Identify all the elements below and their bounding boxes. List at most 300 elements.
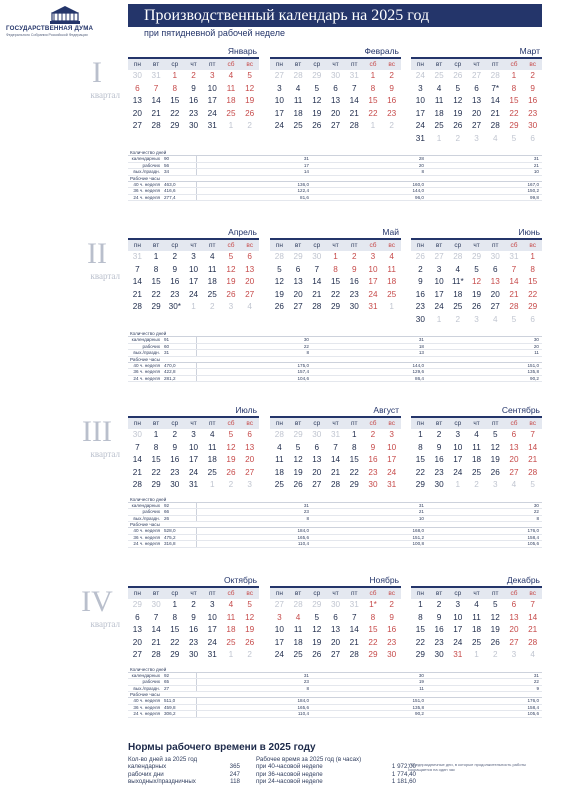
weekday-label: пн (275, 61, 283, 68)
stats-quarter-value: 34 (162, 169, 197, 175)
month-name: Январь (128, 46, 259, 59)
day-cell: 30 (434, 480, 444, 489)
day-cell: 26 (490, 637, 500, 647)
day-cell: 5 (492, 430, 498, 439)
day-cell: 30 (188, 650, 199, 659)
week-row (411, 289, 542, 302)
day-cell: 17 (188, 277, 199, 286)
day-cell: 3 (209, 71, 215, 80)
week-row (411, 133, 542, 146)
day-cell: 29 (170, 650, 180, 659)
weekday-label: вт (435, 242, 443, 249)
day-cell: 12 (226, 442, 236, 452)
stats-month-value: 22 (533, 509, 539, 514)
month-name: Декабрь (411, 575, 542, 588)
stats-month-value: 30 (303, 337, 309, 342)
week-row (128, 649, 259, 662)
week-row (270, 599, 401, 612)
stats-quarter-value: 422,8 (162, 369, 197, 375)
weekday-label: сб (227, 242, 235, 249)
day-cell: 18 (226, 625, 236, 634)
weekday-label: пт (491, 590, 499, 597)
day-cell: 22 (528, 289, 538, 299)
day-cell: 6 (530, 133, 535, 143)
day-cell: 31 (453, 650, 463, 659)
day-cell: 27 (274, 600, 284, 609)
day-cell: 9 (530, 83, 535, 93)
weekday-header (270, 418, 401, 429)
week-row (270, 95, 401, 108)
stats-month-value: 31 (418, 502, 424, 508)
stats-quarter-value: 31 (162, 350, 197, 356)
day-cell: 6 (530, 314, 535, 324)
month-block (128, 405, 259, 492)
day-cell: 4 (277, 442, 282, 452)
day-cell: 27 (132, 121, 142, 130)
day-cell: 18 (293, 637, 303, 647)
day-cell: 7 (314, 264, 320, 274)
week-row (411, 95, 542, 108)
day-cell: 8 (172, 612, 178, 622)
day-cell: 24 (415, 121, 425, 130)
week-row (411, 442, 542, 455)
weekday-label: сб (369, 590, 377, 597)
day-cell: 14 (528, 442, 538, 452)
day-cell: 20 (245, 455, 255, 464)
day-cell: 30 (188, 121, 199, 130)
day-cell: 30 (434, 650, 444, 659)
quarter-number: II (87, 237, 107, 270)
week-row (411, 429, 542, 442)
day-cell: 13 (132, 96, 142, 105)
day-cell: 4 (209, 430, 215, 439)
week-row (411, 637, 542, 650)
day-cell: 18 (293, 108, 303, 118)
stats-month-value: 129,6 (412, 369, 424, 374)
day-cell: 30* (168, 302, 181, 311)
day-cell: 15 (509, 96, 519, 105)
week-row (270, 108, 401, 121)
stats-month-value: 18 (418, 343, 424, 349)
week-row (270, 467, 401, 480)
weekday-label: вт (435, 61, 443, 68)
weekday-label: сб (227, 590, 235, 597)
week-row (411, 83, 542, 96)
weekday-label: вт (435, 420, 443, 427)
day-cell: 23 (368, 467, 378, 477)
day-cell: 9 (172, 442, 178, 452)
day-cell: 20 (509, 455, 519, 464)
stats-month-value: 105,6 (527, 711, 539, 716)
day-cell: 27 (132, 650, 142, 659)
stats-quarter-value: 459,8 (162, 705, 197, 711)
stats-quarter-value: 91 (162, 337, 197, 343)
day-cell: 23 (170, 467, 180, 477)
stats-quarter-value: 316,8 (162, 541, 197, 547)
day-cell: 4 (247, 302, 252, 311)
weekday-header (270, 588, 401, 599)
day-cell: 4 (474, 430, 479, 439)
day-cell: 6 (295, 264, 301, 274)
norms-title: Нормы рабочего времени в 2025 году (128, 742, 316, 753)
stats-label: 40 ч. неделя (133, 181, 160, 187)
day-cell: 1 (511, 71, 517, 80)
weekday-label: ср (313, 242, 321, 249)
stats-label: календарных (131, 156, 160, 161)
quarter-word: квартал (90, 90, 120, 100)
weekday-label: пн (275, 242, 283, 249)
day-cell: 24 (274, 650, 284, 659)
day-cell: 25 (453, 302, 463, 311)
quarter-word: квартал (90, 449, 120, 459)
day-cell: 30 (349, 302, 359, 311)
day-cell: 12 (490, 612, 500, 622)
day-cell: 3 (277, 83, 282, 93)
stats-label: рабочих (142, 162, 160, 168)
stats-quarter-value: 66 (162, 509, 197, 515)
day-cell: 29 (151, 302, 161, 311)
stats-month-value: 20 (418, 162, 424, 168)
weekday-label: пт (208, 590, 216, 597)
day-cell: 5 (511, 133, 517, 143)
stats-month-value: 9 (536, 685, 539, 691)
month-block (270, 575, 401, 662)
day-cell: 8 (172, 83, 178, 93)
norms-row (256, 778, 416, 785)
month-block (128, 575, 259, 662)
week-row (128, 612, 259, 625)
day-cell: 10 (274, 96, 284, 105)
day-cell: 9 (370, 442, 376, 452)
day-cell: 20 (471, 108, 482, 118)
week-row (128, 442, 259, 455)
stats-month-value: 22 (533, 679, 539, 684)
day-cell: 17 (453, 625, 463, 634)
day-cell: 20 (330, 108, 341, 118)
day-cell: 22 (368, 637, 378, 647)
stats-label: 36 ч. неделя (133, 704, 160, 710)
stats-month-value: 10 (533, 169, 539, 174)
week-row (411, 599, 542, 612)
day-cell: 28 (528, 467, 538, 477)
day-cell: 6 (474, 83, 479, 93)
month-name: Апрель (128, 227, 259, 240)
weekday-label: сб (369, 420, 377, 427)
weekday-label: вт (152, 590, 160, 597)
week-row (411, 612, 542, 625)
day-cell: 14 (509, 277, 519, 286)
week-row (411, 108, 542, 121)
stats-month-value: 158,4 (527, 534, 539, 540)
month-block (411, 227, 542, 326)
day-cell: 3 (492, 480, 498, 489)
day-cell: 19 (245, 625, 255, 634)
day-cell: 31 (207, 650, 217, 659)
week-row (128, 95, 259, 108)
day-cell: 24 (274, 121, 284, 130)
day-cell: 6 (333, 612, 338, 622)
weekday-label: пт (491, 61, 499, 68)
week-row (128, 467, 259, 480)
day-cell: 13 (293, 277, 303, 286)
week-row (128, 108, 259, 121)
day-cell: 29 (368, 650, 378, 659)
weekday-label: вс (529, 420, 536, 427)
stats-label: вых./праздн. (133, 169, 160, 174)
stats-month-value: 10 (418, 515, 424, 521)
day-cell: 31 (207, 121, 217, 130)
week-row (270, 429, 401, 442)
day-cell: 18 (207, 277, 217, 286)
day-cell: 3 (247, 480, 252, 489)
quarter-number: III (82, 415, 112, 448)
month-block (128, 227, 259, 314)
stats-month-value: 11 (534, 350, 539, 355)
day-cell: 22 (349, 467, 359, 477)
day-cell: 29 (151, 480, 161, 489)
day-cell: 22 (368, 108, 378, 118)
stats-month-value: 135,8 (527, 369, 539, 374)
week-row (128, 479, 259, 492)
day-cell: 16 (528, 96, 538, 105)
day-cell: 13 (509, 612, 519, 622)
day-cell: 22 (151, 289, 161, 299)
day-cell: 1 (172, 71, 178, 80)
weekday-label: вт (152, 61, 160, 68)
week-row (270, 649, 401, 662)
day-cell: 12 (226, 264, 236, 274)
day-cell: 31 (368, 302, 378, 311)
week-row (128, 264, 259, 277)
stats-heading-hours: Рабочие часы (128, 692, 542, 698)
weekday-label: сб (227, 420, 235, 427)
day-cell: 18 (387, 277, 397, 286)
day-cell: 21 (528, 625, 538, 634)
day-cell: 17 (415, 108, 425, 118)
day-cell: 18 (471, 455, 482, 464)
weekday-header (411, 240, 542, 251)
month-block (270, 227, 401, 314)
day-cell: 29 (293, 252, 303, 261)
stats-month-value: 150,2 (527, 188, 539, 193)
day-cell: 31 (188, 480, 199, 489)
stats-month-value: 31 (418, 337, 424, 342)
day-cell: 17 (274, 108, 284, 118)
day-cell: 10 (207, 612, 217, 622)
stats-label: 24 ч. неделя (133, 194, 160, 200)
week-row (270, 120, 401, 133)
day-cell: 21 (528, 455, 538, 464)
norms-label: календарных (128, 763, 167, 771)
duma-building-icon (48, 4, 82, 26)
quarter-number: IV (81, 585, 113, 618)
day-cell: 21 (132, 467, 142, 477)
day-cell: 13 (245, 442, 255, 452)
weekday-label: пт (491, 420, 499, 427)
weekday-header (270, 59, 401, 70)
stats-month-value: 110,4 (297, 711, 309, 716)
day-cell: 7 (530, 430, 535, 439)
weekday-label: чт (473, 242, 480, 249)
day-cell: 2 (389, 71, 394, 80)
day-cell: 7 (351, 83, 357, 93)
day-cell: 8 (530, 264, 535, 274)
day-cell: 23 (349, 289, 359, 299)
day-cell: 15 (349, 455, 359, 464)
day-cell: 30 (490, 252, 500, 261)
stats-month-value: 30 (533, 337, 539, 342)
day-cell: 30 (312, 430, 322, 439)
day-cell: 18 (226, 96, 236, 105)
norms-value: 1 972,00 (391, 763, 416, 771)
day-cell: 19 (274, 289, 284, 299)
day-cell: 1 (418, 600, 423, 609)
weekday-header (128, 418, 259, 429)
weekday-label: пт (350, 590, 358, 597)
stats-label: 24 ч. неделя (133, 375, 160, 381)
day-cell: 30 (312, 252, 322, 261)
stats-month-value: 157,4 (297, 369, 309, 374)
day-cell: 10 (453, 442, 463, 452)
day-cell: 24 (434, 302, 444, 311)
day-cell: 15 (415, 625, 425, 634)
week-row (128, 251, 259, 264)
day-cell: 9 (436, 612, 442, 622)
day-cell: 29 (312, 71, 322, 80)
stats-month-value: 86,4 (415, 375, 424, 381)
day-cell: 10 (188, 442, 199, 452)
day-cell: 7 (135, 264, 140, 274)
week-row (411, 120, 542, 133)
day-cell: 19 (226, 455, 236, 464)
weekday-label: вт (294, 242, 302, 249)
stats-month-value: 184,0 (297, 528, 309, 533)
week-row (128, 599, 259, 612)
day-cell: 5 (228, 252, 234, 261)
day-cell: 30 (170, 480, 180, 489)
day-cell: 13 (330, 625, 341, 634)
day-cell: 7 (135, 442, 140, 452)
stats-quarter-value: 416,6 (162, 188, 197, 194)
weekday-label: ср (171, 420, 179, 427)
day-cell: 25 (207, 289, 217, 299)
day-cell: 16 (434, 625, 444, 634)
day-cell: 2 (228, 480, 234, 489)
day-cell: 28 (132, 480, 142, 489)
day-cell: 1 (228, 121, 234, 130)
stats-label: рабочих (142, 679, 160, 684)
day-cell: 7 (530, 600, 535, 609)
weekday-header (411, 418, 542, 429)
day-cell: 9 (389, 612, 394, 622)
stats-label: рабочих (142, 509, 160, 514)
day-cell: 8 (351, 442, 357, 452)
norms-row (128, 778, 240, 785)
day-cell: 15 (151, 277, 161, 286)
day-cell: 5 (511, 314, 517, 324)
norms-hours (256, 756, 416, 786)
weekday-label: чт (190, 590, 197, 597)
day-cell: 16 (170, 277, 180, 286)
weekday-label: вт (152, 242, 160, 249)
day-cell: 13 (312, 455, 322, 464)
stats-label: 24 ч. неделя (133, 711, 160, 716)
weekday-label: вт (152, 420, 160, 427)
month-name: Июнь (411, 227, 542, 240)
day-cell: 14 (490, 96, 500, 105)
day-cell: 20 (245, 277, 255, 286)
day-cell: 8 (418, 612, 423, 622)
day-cell: 17 (207, 625, 217, 634)
week-row (411, 70, 542, 83)
stats-quarter-value: 92 (162, 503, 197, 509)
weekday-label: сб (510, 420, 518, 427)
day-cell: 4 (228, 71, 234, 80)
weekday-label: ср (454, 420, 462, 427)
stats-month-value: 100,8 (412, 541, 424, 546)
day-cell: 3 (191, 252, 196, 261)
day-cell: 16 (368, 455, 378, 464)
day-cell: 2 (389, 121, 394, 130)
day-cell: 31 (387, 480, 397, 489)
day-cell: 29 (349, 480, 359, 489)
day-cell: 29 (509, 121, 519, 130)
week-row (128, 70, 259, 83)
stats-label: рабочих (142, 343, 160, 349)
page-subtitle: при пятидневной рабочей неделе (144, 28, 286, 38)
day-cell: 1 (370, 121, 376, 130)
norms-label: при 36-часовой неделе (256, 770, 323, 778)
weekday-header (128, 588, 259, 599)
day-cell: 25 (471, 467, 482, 477)
stats-month-value: 31 (533, 156, 539, 161)
stats-label: календарных (131, 502, 160, 508)
day-cell: 19 (312, 637, 322, 647)
day-cell: 15 (415, 455, 425, 464)
norms-row (256, 763, 416, 770)
stats-month-value: 104,6 (297, 375, 309, 381)
day-cell: 24 (415, 71, 425, 80)
day-cell: 25 (226, 108, 236, 118)
day-cell: 12 (245, 83, 255, 93)
weekday-label: вт (294, 590, 302, 597)
stats-month-value: 160,0 (412, 181, 424, 187)
norms-value: 118 (230, 778, 240, 786)
day-cell: 27 (293, 302, 303, 311)
stats-month-value: 23 (303, 509, 309, 514)
stats-month-value: 151,2 (412, 534, 424, 540)
weekday-label: ср (313, 590, 321, 597)
weekday-label: вс (529, 61, 536, 68)
day-cell: 15 (528, 277, 538, 286)
quarter-label (70, 417, 124, 459)
day-cell: 2 (191, 600, 196, 609)
day-cell: 27 (471, 71, 482, 80)
day-cell: 24 (368, 289, 378, 299)
week-row (128, 120, 259, 133)
stats-month-value: 99,8 (530, 194, 539, 200)
stats-quarter-value: 90 (162, 156, 197, 162)
day-cell: 26 (226, 467, 236, 477)
day-cell: 25 (274, 480, 284, 489)
day-cell: 25 (226, 637, 236, 647)
day-cell: 3 (228, 302, 234, 311)
day-cell: 3 (277, 612, 282, 622)
month-name: Май (270, 227, 401, 240)
day-cell: 24 (207, 637, 217, 647)
day-cell: 13 (245, 264, 255, 274)
weekday-label: ср (313, 61, 321, 68)
